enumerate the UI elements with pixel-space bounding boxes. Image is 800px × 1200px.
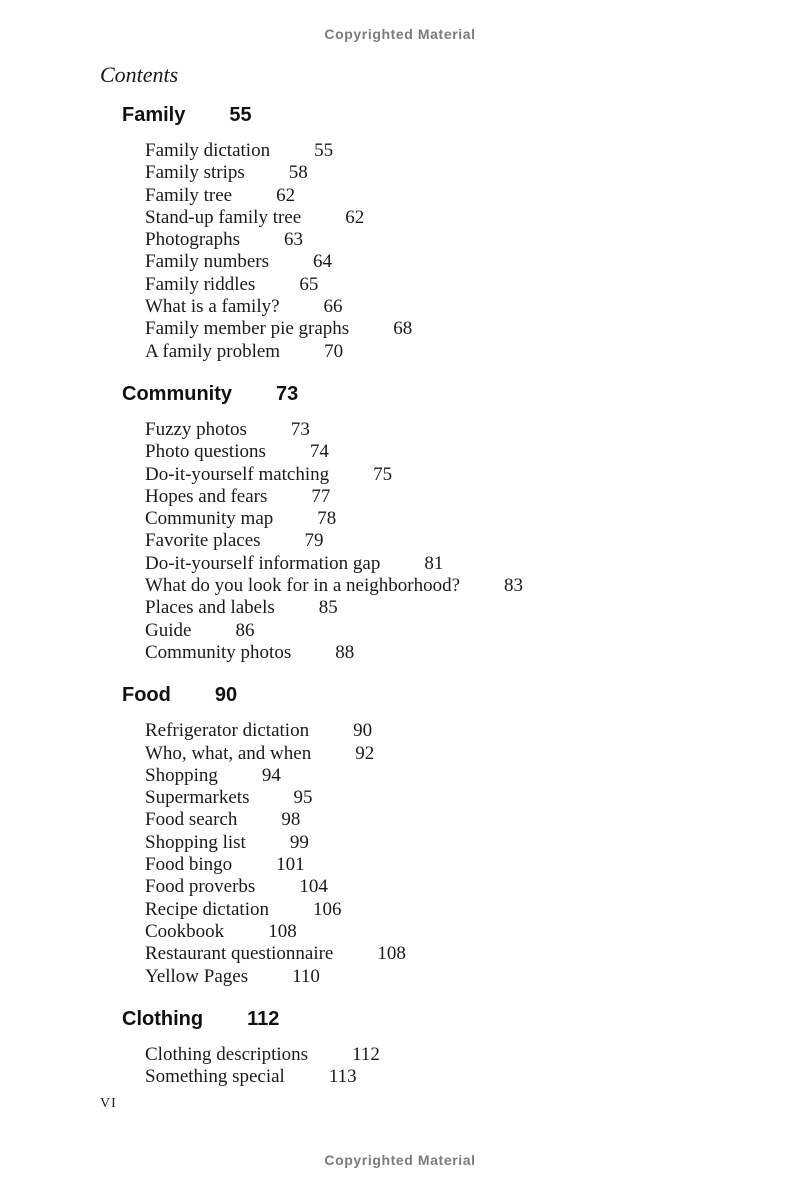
toc-entry xyxy=(122,530,742,552)
toc-entry-label: Family member pie graphs xyxy=(145,318,350,340)
toc-entry xyxy=(122,765,742,787)
toc-entry xyxy=(122,921,742,943)
section-title: Clothing xyxy=(122,1007,204,1030)
toc-entry-page-number: 73 xyxy=(290,418,310,440)
toc-entry-page-number: 98 xyxy=(281,809,301,831)
toc-entry-label: Hopes and fears xyxy=(145,485,268,507)
toc-entry-label: Cookbook xyxy=(145,920,225,942)
toc-entry-label: What do you look for in a neighborhood? xyxy=(145,575,461,597)
toc-entry-page-number: 106 xyxy=(312,898,342,920)
toc-section-food xyxy=(122,684,742,988)
toc-entry xyxy=(122,809,742,831)
toc-entry xyxy=(122,832,742,854)
toc-entry-page-number: 58 xyxy=(288,162,308,184)
toc-entry xyxy=(122,966,742,988)
toc-entry-page-number: 77 xyxy=(311,485,331,507)
toc-entry xyxy=(122,341,742,363)
copyright-notice-top: Copyrighted Material xyxy=(324,26,476,42)
toc-entry-label: Do-it-yourself information gap xyxy=(145,552,381,574)
toc-entry-page-number: 78 xyxy=(317,508,337,530)
toc-entry-page-number: 63 xyxy=(284,229,303,251)
toc-entry-page-number: 113 xyxy=(328,1066,357,1088)
toc-entry xyxy=(122,140,742,162)
toc-entry xyxy=(122,464,742,486)
toc-entry-page-number: 74 xyxy=(309,441,329,463)
toc-entry xyxy=(122,207,742,229)
toc-entry-label: Yellow Pages xyxy=(145,965,249,987)
toc-entry-label: Family tree xyxy=(145,184,233,206)
toc-entry xyxy=(122,854,742,876)
toc-entry-page-number: 68 xyxy=(393,318,413,340)
section-page-number: 90 xyxy=(214,684,238,707)
section-heading xyxy=(122,383,742,406)
toc-entry-label: Community map xyxy=(145,508,274,530)
section-title: Family xyxy=(122,104,186,126)
toc-entry-page-number: 62 xyxy=(345,206,365,228)
toc-entry-page-number: 104 xyxy=(299,876,328,898)
toc-entry-page-number: 112 xyxy=(352,1043,380,1065)
toc-entry-label: Family numbers xyxy=(145,251,270,273)
toc-entry xyxy=(122,787,742,809)
toc-entry-page-number: 55 xyxy=(314,140,334,161)
toc-entry xyxy=(122,251,742,273)
toc-entry-label: Food bingo xyxy=(145,854,233,876)
toc-entry-label: Family strips xyxy=(145,162,245,184)
toc-entry-page-number: 101 xyxy=(276,854,305,876)
toc-entry xyxy=(122,229,742,251)
toc-entry xyxy=(122,597,742,619)
toc-entry-page-number: 110 xyxy=(292,965,320,987)
toc-entry-label: Recipe dictation xyxy=(145,898,269,920)
toc-entry-label: Family dictation xyxy=(145,140,271,161)
toc-entry-label: Clothing descriptions xyxy=(145,1043,309,1065)
toc-entry xyxy=(122,620,742,642)
toc-entry-page-number: 83 xyxy=(504,575,524,597)
toc-entry xyxy=(122,296,742,318)
toc-entry xyxy=(122,553,742,575)
toc-entry xyxy=(122,185,742,207)
section-heading xyxy=(122,1008,742,1031)
toc-entry xyxy=(122,508,742,530)
toc-entry-page-number: 86 xyxy=(235,619,255,641)
toc-entry-label: Something special xyxy=(145,1066,285,1088)
section-title: Community xyxy=(122,382,232,405)
toc-entry-page-number: 81 xyxy=(424,552,444,574)
toc-entry xyxy=(122,419,742,441)
toc-entry-label: Guide xyxy=(145,619,192,641)
toc-entry xyxy=(122,575,742,597)
toc-entry-label: A family problem xyxy=(145,340,281,362)
section-page-number: 73 xyxy=(276,382,299,405)
toc-entry xyxy=(122,743,742,765)
toc-entry xyxy=(122,642,742,664)
toc-entry-label: Fuzzy photos xyxy=(145,418,247,440)
toc-entry-label: Places and labels xyxy=(145,597,275,619)
section-heading xyxy=(122,684,742,707)
toc-entry-page-number: 92 xyxy=(355,742,375,764)
toc-section-clothing xyxy=(122,1008,742,1089)
toc-entry-label: Stand-up family tree xyxy=(145,206,302,228)
page-title: Contents xyxy=(100,62,179,87)
section-page-number: 112 xyxy=(247,1007,280,1030)
toc-entry-label: Food proverbs xyxy=(145,876,256,898)
toc-entry-label: What is a family? xyxy=(145,296,280,318)
toc-entry-page-number: 95 xyxy=(293,787,313,809)
toc-entry-label: Refrigerator dictation xyxy=(145,720,310,742)
toc-entry-page-number: 94 xyxy=(261,764,281,786)
toc-entry-page-number: 70 xyxy=(324,340,344,362)
toc-entry-label: Shopping xyxy=(145,764,218,786)
toc-entry xyxy=(122,486,742,508)
section-title: Food xyxy=(122,684,171,707)
toc-entry-page-number: 79 xyxy=(304,530,324,552)
toc-entry-label: Shopping list xyxy=(145,831,246,853)
toc-entry-label: Food search xyxy=(145,809,238,831)
copyright-notice-bottom: Copyrighted Material xyxy=(324,1152,476,1168)
toc-section-family xyxy=(122,104,742,363)
toc-entry-page-number: 90 xyxy=(353,720,373,742)
toc-entry xyxy=(122,899,742,921)
toc-entry-label: Family riddles xyxy=(145,273,256,295)
toc-entry-label: Photographs xyxy=(145,229,240,251)
toc-entry-page-number: 64 xyxy=(313,251,333,273)
toc-entry-page-number: 99 xyxy=(289,831,309,853)
toc-entry xyxy=(122,318,742,340)
toc-entry xyxy=(122,441,742,463)
toc-entry-page-number: 65 xyxy=(299,273,319,295)
toc-entry-label: Restaurant questionnaire xyxy=(145,943,334,965)
toc-entry-page-number: 75 xyxy=(373,463,393,485)
toc-entry-page-number: 62 xyxy=(276,184,296,206)
toc-entry-label: Supermarkets xyxy=(145,787,250,809)
toc-entry xyxy=(122,162,742,184)
section-heading xyxy=(122,104,742,127)
toc-section-community xyxy=(122,383,742,664)
toc-entry-label: Community photos xyxy=(145,641,292,663)
toc-entry xyxy=(122,720,742,742)
toc-entry-label: Who, what, and when xyxy=(145,742,312,764)
toc-entry-page-number: 108 xyxy=(268,920,297,942)
toc-entry xyxy=(122,1044,742,1066)
toc-entry-page-number: 88 xyxy=(335,641,355,663)
toc-entry xyxy=(122,274,742,296)
toc-entry-label: Photo questions xyxy=(145,441,266,463)
toc-entry-page-number: 85 xyxy=(318,597,338,619)
toc-entry xyxy=(122,1066,742,1088)
toc-entry-label: Do-it-yourself matching xyxy=(145,463,330,485)
toc-entry-page-number: 66 xyxy=(323,296,343,318)
toc-entry-page-number: 108 xyxy=(377,943,406,965)
toc-entry xyxy=(122,876,742,898)
toc-entry xyxy=(122,943,742,965)
page-number: VI xyxy=(100,1096,117,1111)
section-page-number: 55 xyxy=(229,104,252,126)
toc-entry-label: Favorite places xyxy=(145,530,261,552)
table-of-contents xyxy=(122,104,742,1108)
